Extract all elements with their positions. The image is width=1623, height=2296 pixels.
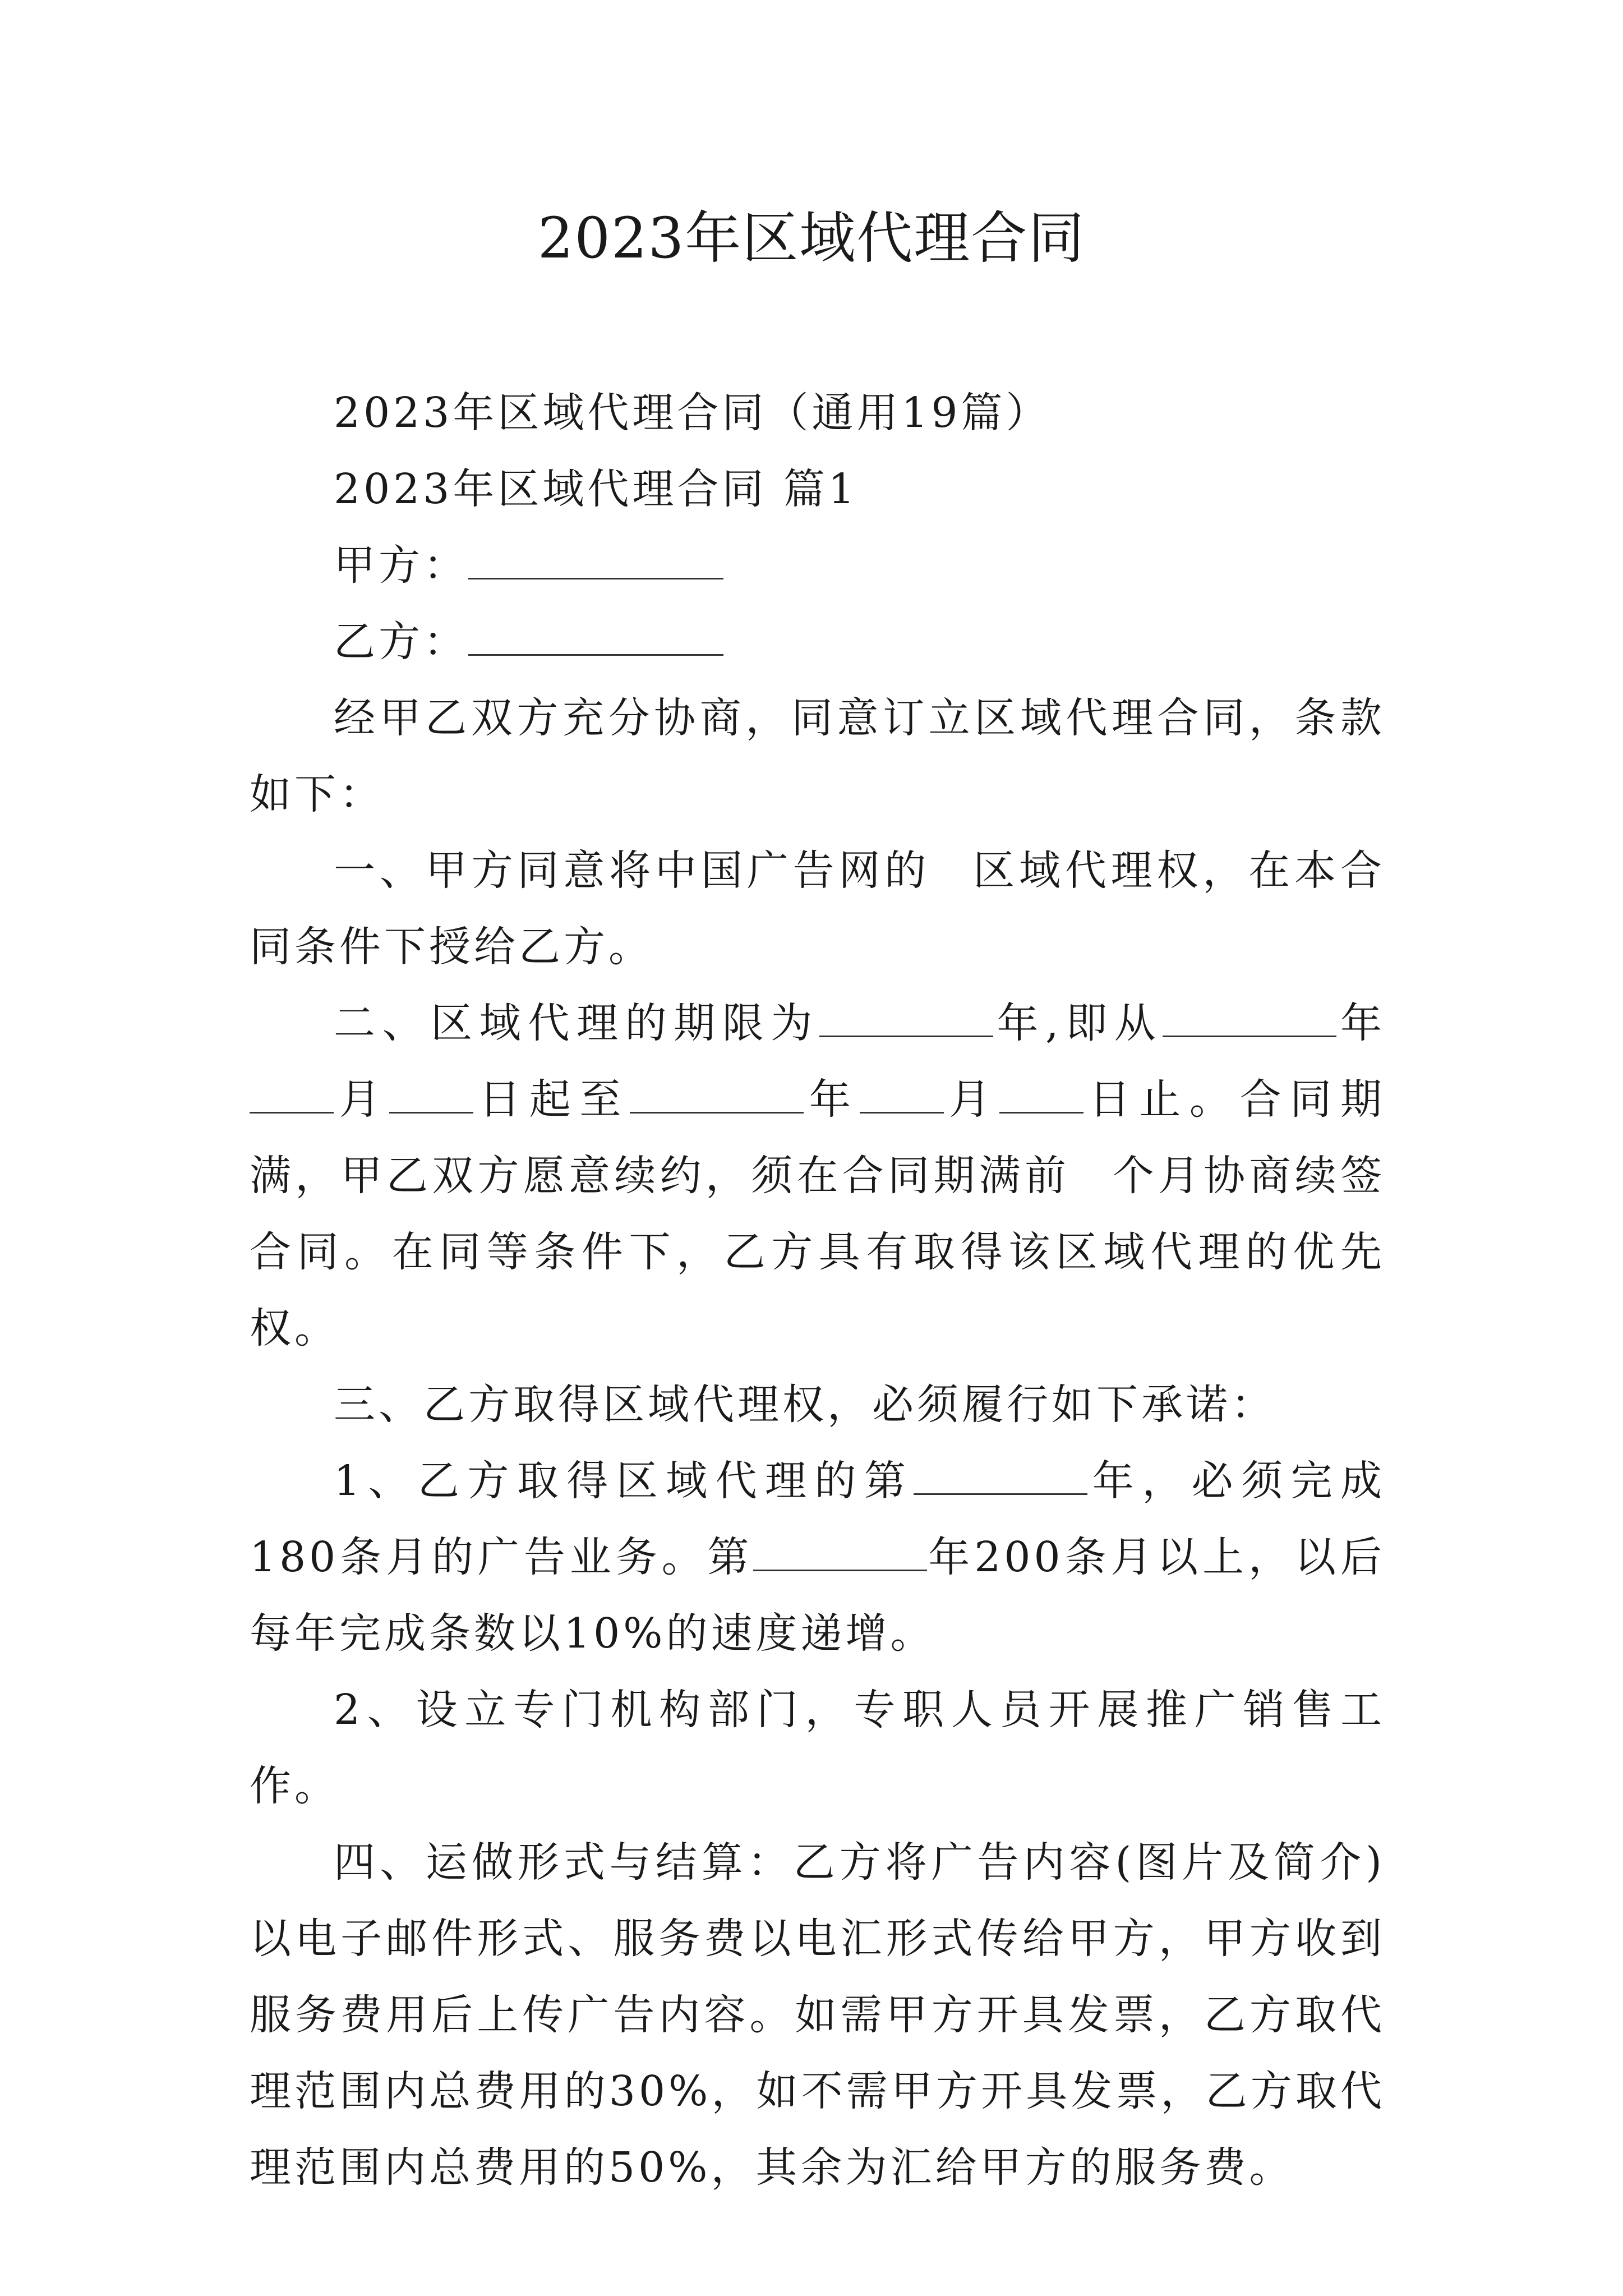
- clause-2: [250, 985, 1385, 1366]
- clause-3-1-text-c: 年200条月以上，以后每年完成条数以10%的速度递增。: [250, 1533, 1385, 1658]
- clause-1-text-a: 一、甲方同意将中国广告网的: [334, 846, 931, 895]
- party-b-line: [250, 604, 1385, 680]
- party-b-blank: [468, 620, 723, 656]
- start-year-blank: [1163, 1002, 1336, 1037]
- clause-2-text-i: 个月协商续签合同。在同等条件下，乙方具有取得该区域代理的优先权。: [250, 1152, 1385, 1352]
- party-a-line: [250, 527, 1385, 604]
- party-a-label: 甲方：: [334, 541, 468, 590]
- clause-2-text-h: 日止。合同期满，甲乙双方愿意续约，须在合同期满前: [250, 1075, 1385, 1200]
- start-day-blank: [389, 1078, 473, 1114]
- end-year-blank: [630, 1078, 804, 1114]
- clause-2-text-e: 日起至: [473, 1075, 630, 1124]
- party-a-blank: [468, 544, 723, 579]
- clause-2-text-a: 二、区域代理的期限为: [334, 999, 819, 1047]
- clause-2-text-d: 月: [334, 1075, 390, 1124]
- section-heading: 2023年区域代理合同 篇1: [334, 465, 858, 513]
- document-title: 2023年区域代理合同: [537, 205, 1086, 271]
- clause-1: [250, 832, 1385, 985]
- agency-year-blank-1: [914, 1460, 1087, 1495]
- clause-4: 四、运做形式与结算：乙方将广告内容(图片及简介)以电子邮件形式、服务费以电汇形式传给甲方，甲方收到服务费用后上传广告内容。如需甲方开具发票，乙方取代理范围内总费用的30%，如不需甲方开具发票，乙方取代理范围内总费用的50%，其余为汇给甲方的服务费。: [250, 1838, 1385, 2192]
- clause-3-2: 2、设立专门机构部门，专职人员开展推广销售工作。: [250, 1686, 1385, 1810]
- party-b-label: 乙方：: [334, 618, 468, 666]
- intro-paragraph: 经甲乙双方充分协商，同意订立区域代理合同，条款如下：: [250, 694, 1385, 818]
- term-years-blank: [819, 1002, 993, 1037]
- agency-year-blank-2: [753, 1536, 927, 1571]
- clause-3-1-text-a: 1、乙方取得区域代理的第: [334, 1457, 914, 1505]
- end-month-blank: [860, 1078, 944, 1114]
- document-body: [250, 375, 1385, 2206]
- clause-3-1-text-b: 年，必须完成180条月的广告业务。第: [250, 1457, 1385, 1581]
- clause-2-text-f: 年: [804, 1075, 860, 1124]
- clause-2-text-c: 年: [1336, 999, 1385, 1047]
- start-month-blank: [250, 1078, 334, 1114]
- clause-1-text-b: 区域代理权，在本合同条件下授给乙方。: [250, 846, 1386, 971]
- clause-3: 三、乙方取得区域代理权，必须履行如下承诺：: [334, 1381, 1276, 1429]
- clause-2-text-g: 月: [943, 1075, 999, 1124]
- clause-3-1: [250, 1443, 1385, 1672]
- subtitle: 2023年区域代理合同（通用19篇）: [334, 389, 1051, 437]
- end-day-blank: [999, 1078, 1083, 1114]
- clause-2-text-b: 年,即从: [993, 999, 1163, 1047]
